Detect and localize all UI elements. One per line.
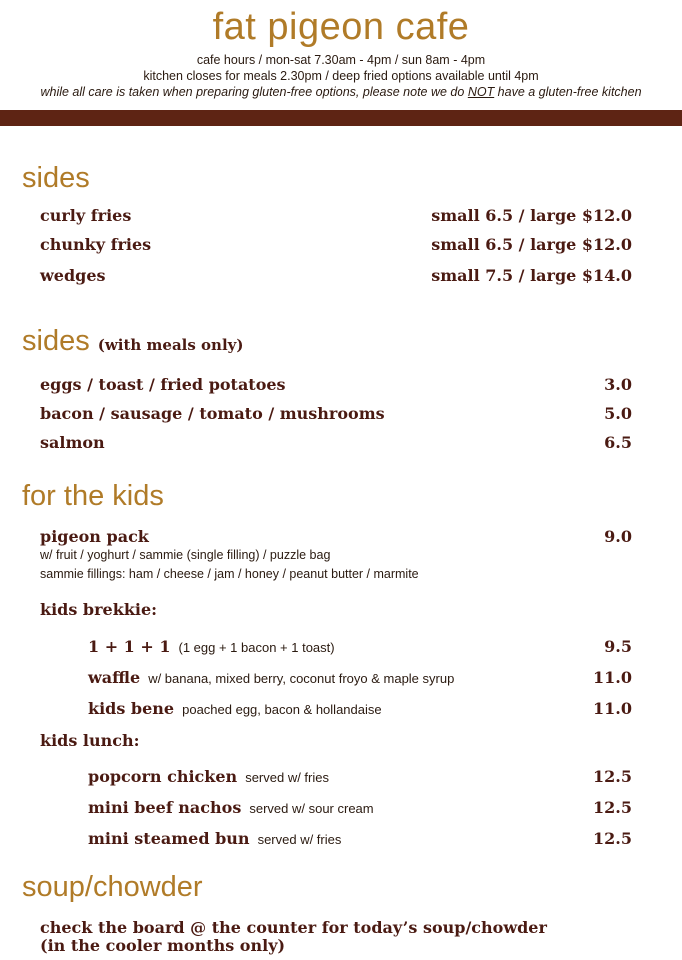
menu-item-price: small 7.5 / large $14.0: [431, 266, 632, 285]
menu-item-name: wedges: [40, 266, 106, 285]
header-divider-bar: [0, 110, 682, 126]
pigeon-pack-contents: w/ fruit / yoghurt / sammie (single filling) / puzzle bag: [40, 548, 331, 562]
sides-heading: sides: [22, 162, 90, 194]
kids-item-desc: poached egg, bacon & hollandaise: [182, 702, 382, 717]
kids-item-desc: (1 egg + 1 bacon + 1 toast): [178, 640, 335, 655]
menu-item-name: bacon / sausage / tomato / mushrooms: [40, 404, 385, 423]
gf-notice-not: NOT: [467, 85, 495, 99]
cafe-hours: cafe hours / mon-sat 7.30am - 4pm / sun 8am - 4pm: [196, 53, 486, 67]
menu-item-price: small 6.5 / large $12.0: [431, 235, 632, 254]
kids-brekkie-label: kids brekkie:: [40, 600, 158, 619]
sides-meals-heading-text: sides: [22, 325, 90, 357]
menu-item-name: [88, 637, 335, 656]
cafe-title: fat pigeon cafe: [212, 6, 470, 48]
menu-item-name: [88, 699, 382, 718]
menu-item-price: 11.0: [593, 668, 632, 687]
menu-item-price: 9.5: [604, 637, 632, 656]
kids-heading: for the kids: [22, 480, 164, 512]
kids-item-desc: w/ banana, mixed berry, coconut froyo & maple syrup: [148, 671, 455, 686]
kids-item-title: kids bene: [88, 699, 175, 718]
menu-item-name: [88, 798, 374, 817]
menu-item-price: small 6.5 / large $12.0: [431, 206, 632, 225]
menu-item-price: 3.0: [604, 375, 632, 394]
menu-item-name: salmon: [40, 433, 105, 452]
kids-item-title: mini steamed bun: [88, 829, 250, 848]
menu-item-name: curly fries: [40, 206, 132, 225]
kids-item-title: waffle: [88, 668, 141, 687]
sides-meals-heading: [22, 325, 243, 358]
sammie-fillings: sammie fillings: ham / cheese / jam / honey / peanut butter / marmite: [40, 567, 419, 581]
menu-item-name: [88, 767, 329, 786]
kids-item-desc: served w/ fries: [257, 832, 342, 847]
pigeon-pack-name: pigeon pack: [40, 527, 149, 546]
menu-item-name: [88, 668, 454, 687]
menu-item-price: 12.5: [593, 829, 632, 848]
menu-item-price: 11.0: [593, 699, 632, 718]
soup-season-note: (in the cooler months only): [40, 936, 286, 955]
gf-notice-before: while all care is taken when preparing gluten-free options, please note we do: [40, 85, 468, 99]
soup-heading: soup/chowder: [22, 871, 203, 903]
menu-item-price: 5.0: [604, 404, 632, 423]
kids-item-title: popcorn chicken: [88, 767, 238, 786]
pigeon-pack-price: 9.0: [604, 527, 632, 546]
kids-lunch-label: kids lunch:: [40, 731, 140, 750]
kids-item-desc: served w/ fries: [245, 770, 329, 785]
gf-notice-after: have a gluten-free kitchen: [494, 85, 642, 99]
soup-board-note: check the board @ the counter for today’s soup/chowder: [40, 918, 547, 937]
kids-item-title: 1 + 1 + 1: [88, 637, 171, 656]
menu-item-name: eggs / toast / fried potatoes: [40, 375, 286, 394]
kitchen-hours: kitchen closes for meals 2.30pm / deep fried options available until 4pm: [143, 69, 539, 83]
menu-item-price: 6.5: [604, 433, 632, 452]
sides-meals-note: (with meals only): [97, 336, 244, 354]
menu-item-name: [88, 829, 341, 848]
menu-item-name: chunky fries: [40, 235, 152, 254]
kids-item-desc: served w/ sour cream: [249, 801, 374, 816]
gluten-free-notice: [0, 85, 682, 99]
kids-item-title: mini beef nachos: [88, 798, 242, 817]
menu-item-price: 12.5: [593, 767, 632, 786]
menu-item-price: 12.5: [593, 798, 632, 817]
